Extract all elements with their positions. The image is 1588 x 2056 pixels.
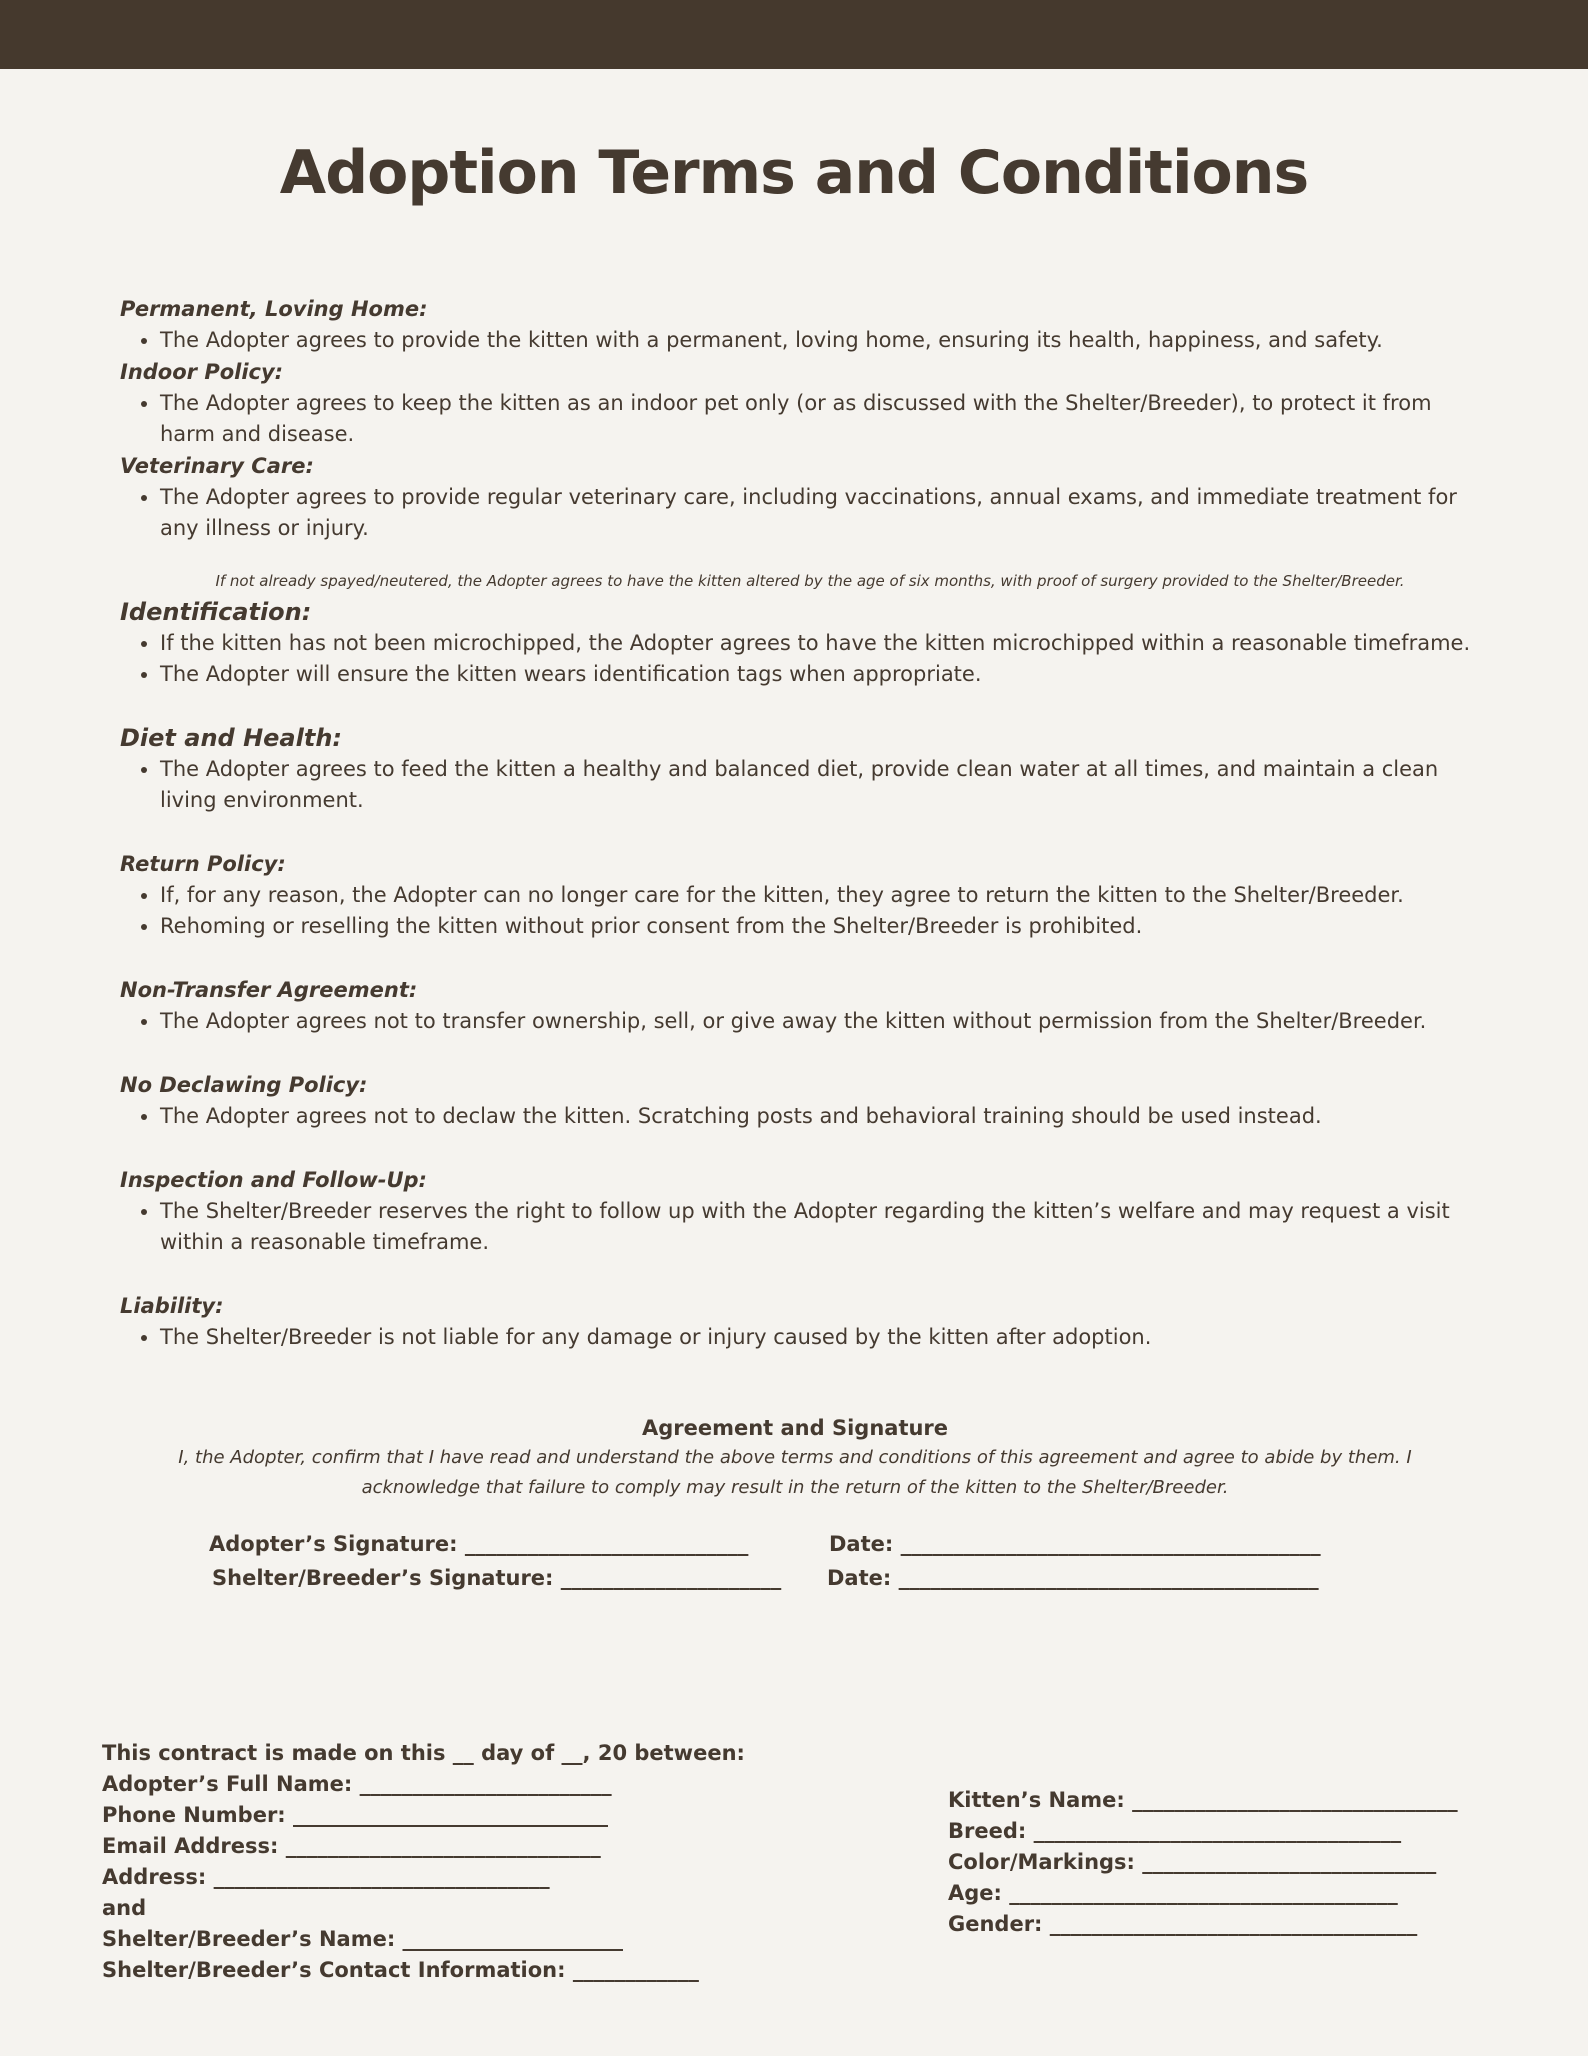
list-item: • The Shelter/Breeder reserves the right to follow up with the Adopter regarding the kitten’s welfare and may request a visit within a reasonable timeframe.	[160, 1196, 1480, 1258]
list-item: • The Adopter agrees to keep the kitten as an indoor pet only (or as discussed with the Shelter/Breeder), to protect it from harm and disease.	[160, 388, 1480, 450]
shelter-name-field[interactable]: Shelter/Breeder’s Name: _____________________	[102, 1927, 624, 1951]
page-title: Adoption Terms and Conditions	[279, 138, 1309, 208]
email-field[interactable]: Email Address: ______________________________	[102, 1834, 601, 1858]
kitten-details	[948, 1785, 1458, 1940]
gender-field[interactable]: Gender: ___________________________________	[948, 1912, 1418, 1936]
section-title: Return Policy:	[120, 852, 286, 876]
address-field[interactable]: Address: ________________________________	[102, 1865, 550, 1889]
section-title: Permanent, Loving Home:	[120, 297, 428, 321]
list-item: • The Adopter will ensure the kitten wears identification tags when appropriate.	[160, 659, 1480, 690]
section-items	[120, 754, 1480, 816]
terms-list	[120, 293, 1480, 1353]
contract-parties	[102, 1738, 745, 1986]
and-label: and	[102, 1896, 147, 1920]
agreement-title: Agreement and Signature	[641, 1416, 949, 1440]
section-items	[120, 1006, 1480, 1037]
section-title: Veterinary Care:	[120, 454, 314, 478]
section-title: Indoor Policy:	[120, 360, 284, 384]
list-item: • The Adopter agrees to provide the kitten with a permanent, loving home, ensuring its health, happiness, and safety.	[160, 325, 1480, 356]
section-items	[120, 1196, 1480, 1258]
section-items	[120, 1101, 1480, 1132]
list-item: • If, for any reason, the Adopter can no longer care for the kitten, they agree to return the kitten to the Shelter/Breeder.	[160, 880, 1480, 911]
phone-field[interactable]: Phone Number: ______________________________	[102, 1803, 609, 1827]
section-title: Identification:	[120, 598, 312, 626]
spay-neuter-note: If not already spayed/neutered, the Adopter agrees to have the kitten altered by the age of six months, with proof of surgery provided to the Shelter/Breeder.	[215, 572, 1405, 590]
list-item: • The Shelter/Breeder is not liable for any damage or injury caused by the kitten after adoption.	[160, 1322, 1480, 1353]
section-items	[120, 482, 1480, 544]
adopter-name-field[interactable]: Adopter’s Full Name: ________________________	[102, 1772, 612, 1796]
section-items	[120, 325, 1480, 356]
kitten-name-field[interactable]: Kitten’s Name: _______________________________	[948, 1788, 1458, 1812]
shelter-contact-field[interactable]: Shelter/Breeder’s Contact Information: ____________	[102, 1958, 699, 1982]
list-item: • The Adopter agrees to feed the kitten a healthy and balanced diet, provide clean water at all times, and maintain a clean living environment.	[160, 754, 1480, 816]
list-item: • Rehoming or reselling the kitten without prior consent from the Shelter/Breeder is prohibited.	[160, 911, 1480, 942]
list-item: • The Adopter agrees to provide regular veterinary care, including vaccinations, annual exams, and immediate treatment for any illness or injury.	[160, 482, 1480, 544]
contract-intro[interactable]: This contract is made on this __ day of __, 20 between:	[102, 1741, 745, 1765]
section-items	[120, 628, 1480, 690]
section-title: Diet and Health:	[120, 724, 343, 752]
color-markings-field[interactable]: Color/Markings: ____________________________	[948, 1850, 1437, 1874]
section-title: Inspection and Follow-Up:	[120, 1168, 427, 1192]
section-title: Non-Transfer Agreement:	[120, 978, 418, 1002]
list-item: • The Adopter agrees not to transfer ownership, sell, or give away the kitten without permission from the Shelter/Breeder.	[160, 1006, 1480, 1037]
section-items	[120, 1322, 1480, 1353]
breed-field[interactable]: Breed: ___________________________________	[948, 1819, 1402, 1843]
top-bar	[0, 0, 1588, 69]
section-title: Liability:	[120, 1294, 224, 1318]
agreement-text: I, the Adopter, confirm that I have read and understand the above terms and conditions of this agreement and agree to abide by them. I acknowledge that failure to comply may result in the return of the kitten to the Shelter/Breeder.	[178, 1447, 1412, 1498]
section-title: No Declawing Policy:	[120, 1073, 368, 1097]
adopter-signature-line[interactable]: Adopter’s Signature: ___________________________	[209, 1532, 749, 1556]
section-items	[120, 388, 1480, 450]
adopter-date-line[interactable]: Date: ________________________________________	[829, 1532, 1321, 1556]
shelter-signature-line[interactable]: Shelter/Breeder’s Signature: _____________________	[212, 1566, 782, 1590]
age-field[interactable]: Age: _____________________________________	[948, 1881, 1398, 1905]
list-item: • The Adopter agrees not to declaw the kitten. Scratching posts and behavioral training should be used instead.	[160, 1101, 1480, 1132]
shelter-date-line[interactable]: Date: ________________________________________	[827, 1566, 1319, 1590]
list-item: • If the kitten has not been microchipped, the Adopter agrees to have the kitten microchipped within a reasonable timeframe.	[160, 628, 1480, 659]
section-items	[120, 880, 1480, 942]
agreement-block	[150, 1413, 1440, 1503]
